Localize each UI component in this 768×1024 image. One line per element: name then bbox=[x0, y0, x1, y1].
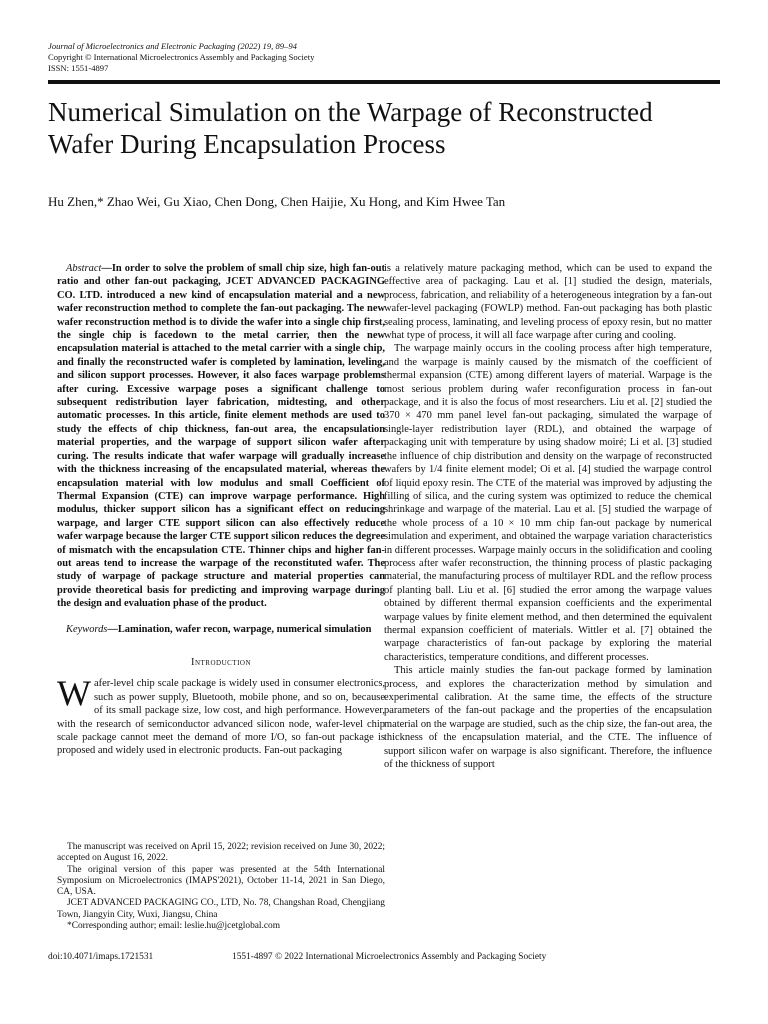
journal-citation: Journal of Microelectronics and Electronic Packaging (2022) 19, 89–94 bbox=[48, 41, 297, 51]
paper-title: Numerical Simulation on the Warpage of Reconstructed Wafer During Encapsulation Process bbox=[48, 97, 653, 159]
keywords-text: —Lamination, wafer recon, warpage, numerical simulation bbox=[107, 623, 372, 635]
body-paragraph: The warpage mainly occurs in the cooling process after high temperature, and the warpage is mainly caused by the mismatch of the coefficient of thermal expansion (CTE) among different layers of material. Warpage is the most serious problem during wafer reconfiguration process in fan-out package, and it is also the focus of most researchers. Liu et al. [2] studied the 370 × 470 mm panel level fan-out packaging, simulated the warpage of single-layer redistribution layer (RDL), and obtained the warpage of packaging unit with temperature by using shadow moiré; Li et al. [3] studied the influence of chip distribution and density on the warpage of reconstructed wafers by 1/4 finite element model; Oi et al. [4] studied the warpage control of liquid epoxy resin. The CTE of the material was improved by adjusting the filling of silica, and the curing system was optimized to reduce the chemical shrinkage and warpage of the material. Lau et al. [5] studied the warpage of the whole process of a 10 × 10 mm chip fan-out package by numerical simulation and experiment, and obtained the warpage variation characteristics in different processes. Warpage mainly occurs in the solidification and cooling process after wafer reconstruction, the thinning process of plastic packaging material, the manufacturing process of multilayer RDL and the reflow process of planting ball. Liu et al. [6] studied the error among the warpage values obtained by different thermal expansion coefficients and the experimental warpage values by finite element method, and then determined the equivalent thermal expansion coefficient of materials. Wittler et al. [7] obtained the warpage characteristics of fan-out package by exploring the material characteristics, temperature conditions, and different processes. bbox=[384, 343, 712, 663]
right-column bbox=[384, 262, 712, 771]
footnote-corresponding: *Corresponding author; email: leslie.hu@jcetglobal.com bbox=[67, 921, 281, 932]
intro-paragraph bbox=[57, 673, 385, 757]
drop-cap: W bbox=[57, 673, 91, 714]
footnote-affiliation: JCET ADVANCED PACKAGING CO., LTD, No. 78, Changshan Road, Chengjiang Town, Jiangyin City, Wuxi, Jiangsu, China bbox=[57, 898, 385, 920]
copyright-line: Copyright © International Microelectronics Assembly and Packaging Society bbox=[48, 52, 315, 62]
copyright-footer: 1551-4897 © 2022 International Microelectronics Assembly and Packaging Society bbox=[232, 952, 547, 962]
author-list: Hu Zhen,* Zhao Wei, Gu Xiao, Chen Dong, Chen Haijie, Xu Hong, and Kim Hwee Tan bbox=[48, 194, 506, 209]
section-heading-introduction: Introduction bbox=[190, 656, 252, 668]
footnote-received: The manuscript was received on April 15, 2022; revision received on June 30, 2022; accepted on August 16, 2022. bbox=[57, 842, 385, 864]
body-paragraph: is a relatively mature packaging method, which can be used to expand the effective area of packaging. Lau et al. [1] studied the design, materials, process, fabrication, and reliability of a heterogeneous integration by a fan-out wafer-level packaging (FOWLP) method. Fan-out packaging has both plastic sealing process, laminating, and leveling process of epoxy resin, but no matter what type of process, it will all face warpage after curing and cooling. bbox=[384, 263, 712, 342]
journal-header bbox=[48, 41, 314, 74]
footnote-original: The original version of this paper was presented at the 54th International Symposium on Microelectronics (IMAPS'2021), October 11-14, 2021 in San Diego, CA, USA. bbox=[57, 864, 385, 898]
intro-paragraph-text: afer-level chip scale package is widely used in consumer electronics, such as power supply, Bluetooth, mobile phone, and so on, because of its small package size, low cost, and high performance. However, with the research of semiconductor advanced silicon node, wafer-level chip scale package cannot meet the demand of more I/O, so fan-out package is proposed and widely used in electronic products. Fan-out packaging bbox=[57, 678, 385, 757]
keywords bbox=[57, 623, 385, 636]
abstract-label: Abstract bbox=[66, 263, 102, 274]
doi-footer: doi:10.4071/imaps.1721531 bbox=[48, 952, 154, 962]
left-column bbox=[57, 262, 385, 758]
abstract-text: —In order to solve the problem of small chip size, high fan-out ratio and other fan-out packaging, JCET ADVANCED PACKAGING CO. LTD. introduced a new kind of encapsulation material and a new wafer reconstruction method to complete the fan-out packaging. The new wafer reconstruction method is to divide the wafer into a single chip first, the single chip is facedown to the metal carrier, then the new encapsulation material is attached to the metal carrier with a single chip, and finally the reconstructed wafer is completed by lamination, leveling, and silicon support processes. However, it also faces warpage problems after curing. Excessive warpage poses a significant challenge to subsequent redistribution layer fabrication, midtesting, and other automatic processes. In this article, finite element methods are used to study the effects of chip thickness, fan-out area, the encapsulation material properties, and the warpage of support silicon wafer after curing. The results indicate that wafer warpage will gradually increase with the thickness increasing of the encapsulated material, whereas the encapsulation material with low modulus and small Coefficient of Thermal Expansion (CTE) can improve warpage performance. High modulus, thicker support silicon has a significant effect on reducing warpage, and larger CTE support silicon can also effectively reduce wafer warpage because the larger CTE support silicon reduces the degree of mismatch with the encapsulation CTE. Thinner chips and higher fan-out areas tend to increase the warpage of the reconstituted wafer. The study of warpage of package structure and material properties can provide theoretical basis for predicting and improving warpage during the design and evaluation phase of the product. bbox=[57, 263, 385, 610]
abstract bbox=[57, 262, 385, 611]
body-paragraph: This article mainly studies the fan-out package formed by lamination process, and explores the characterization method by simulation and experimental calibration. At the same time, the effects of the structure parameters of the fan-out package and the properties of the encapsulation material on the warpage are studied, such as the chip size, the fan-out area, the thickness of the encapsulation material, and the CTE. The influence of support silicon wafer on warpage is also significant. Therefore, the influence of the thickness of support bbox=[384, 665, 712, 771]
footnotes bbox=[57, 842, 385, 932]
issn-line: ISSN: 1551-4897 bbox=[48, 63, 109, 73]
keywords-label: Keywords bbox=[66, 623, 108, 635]
header-rule bbox=[48, 80, 720, 84]
